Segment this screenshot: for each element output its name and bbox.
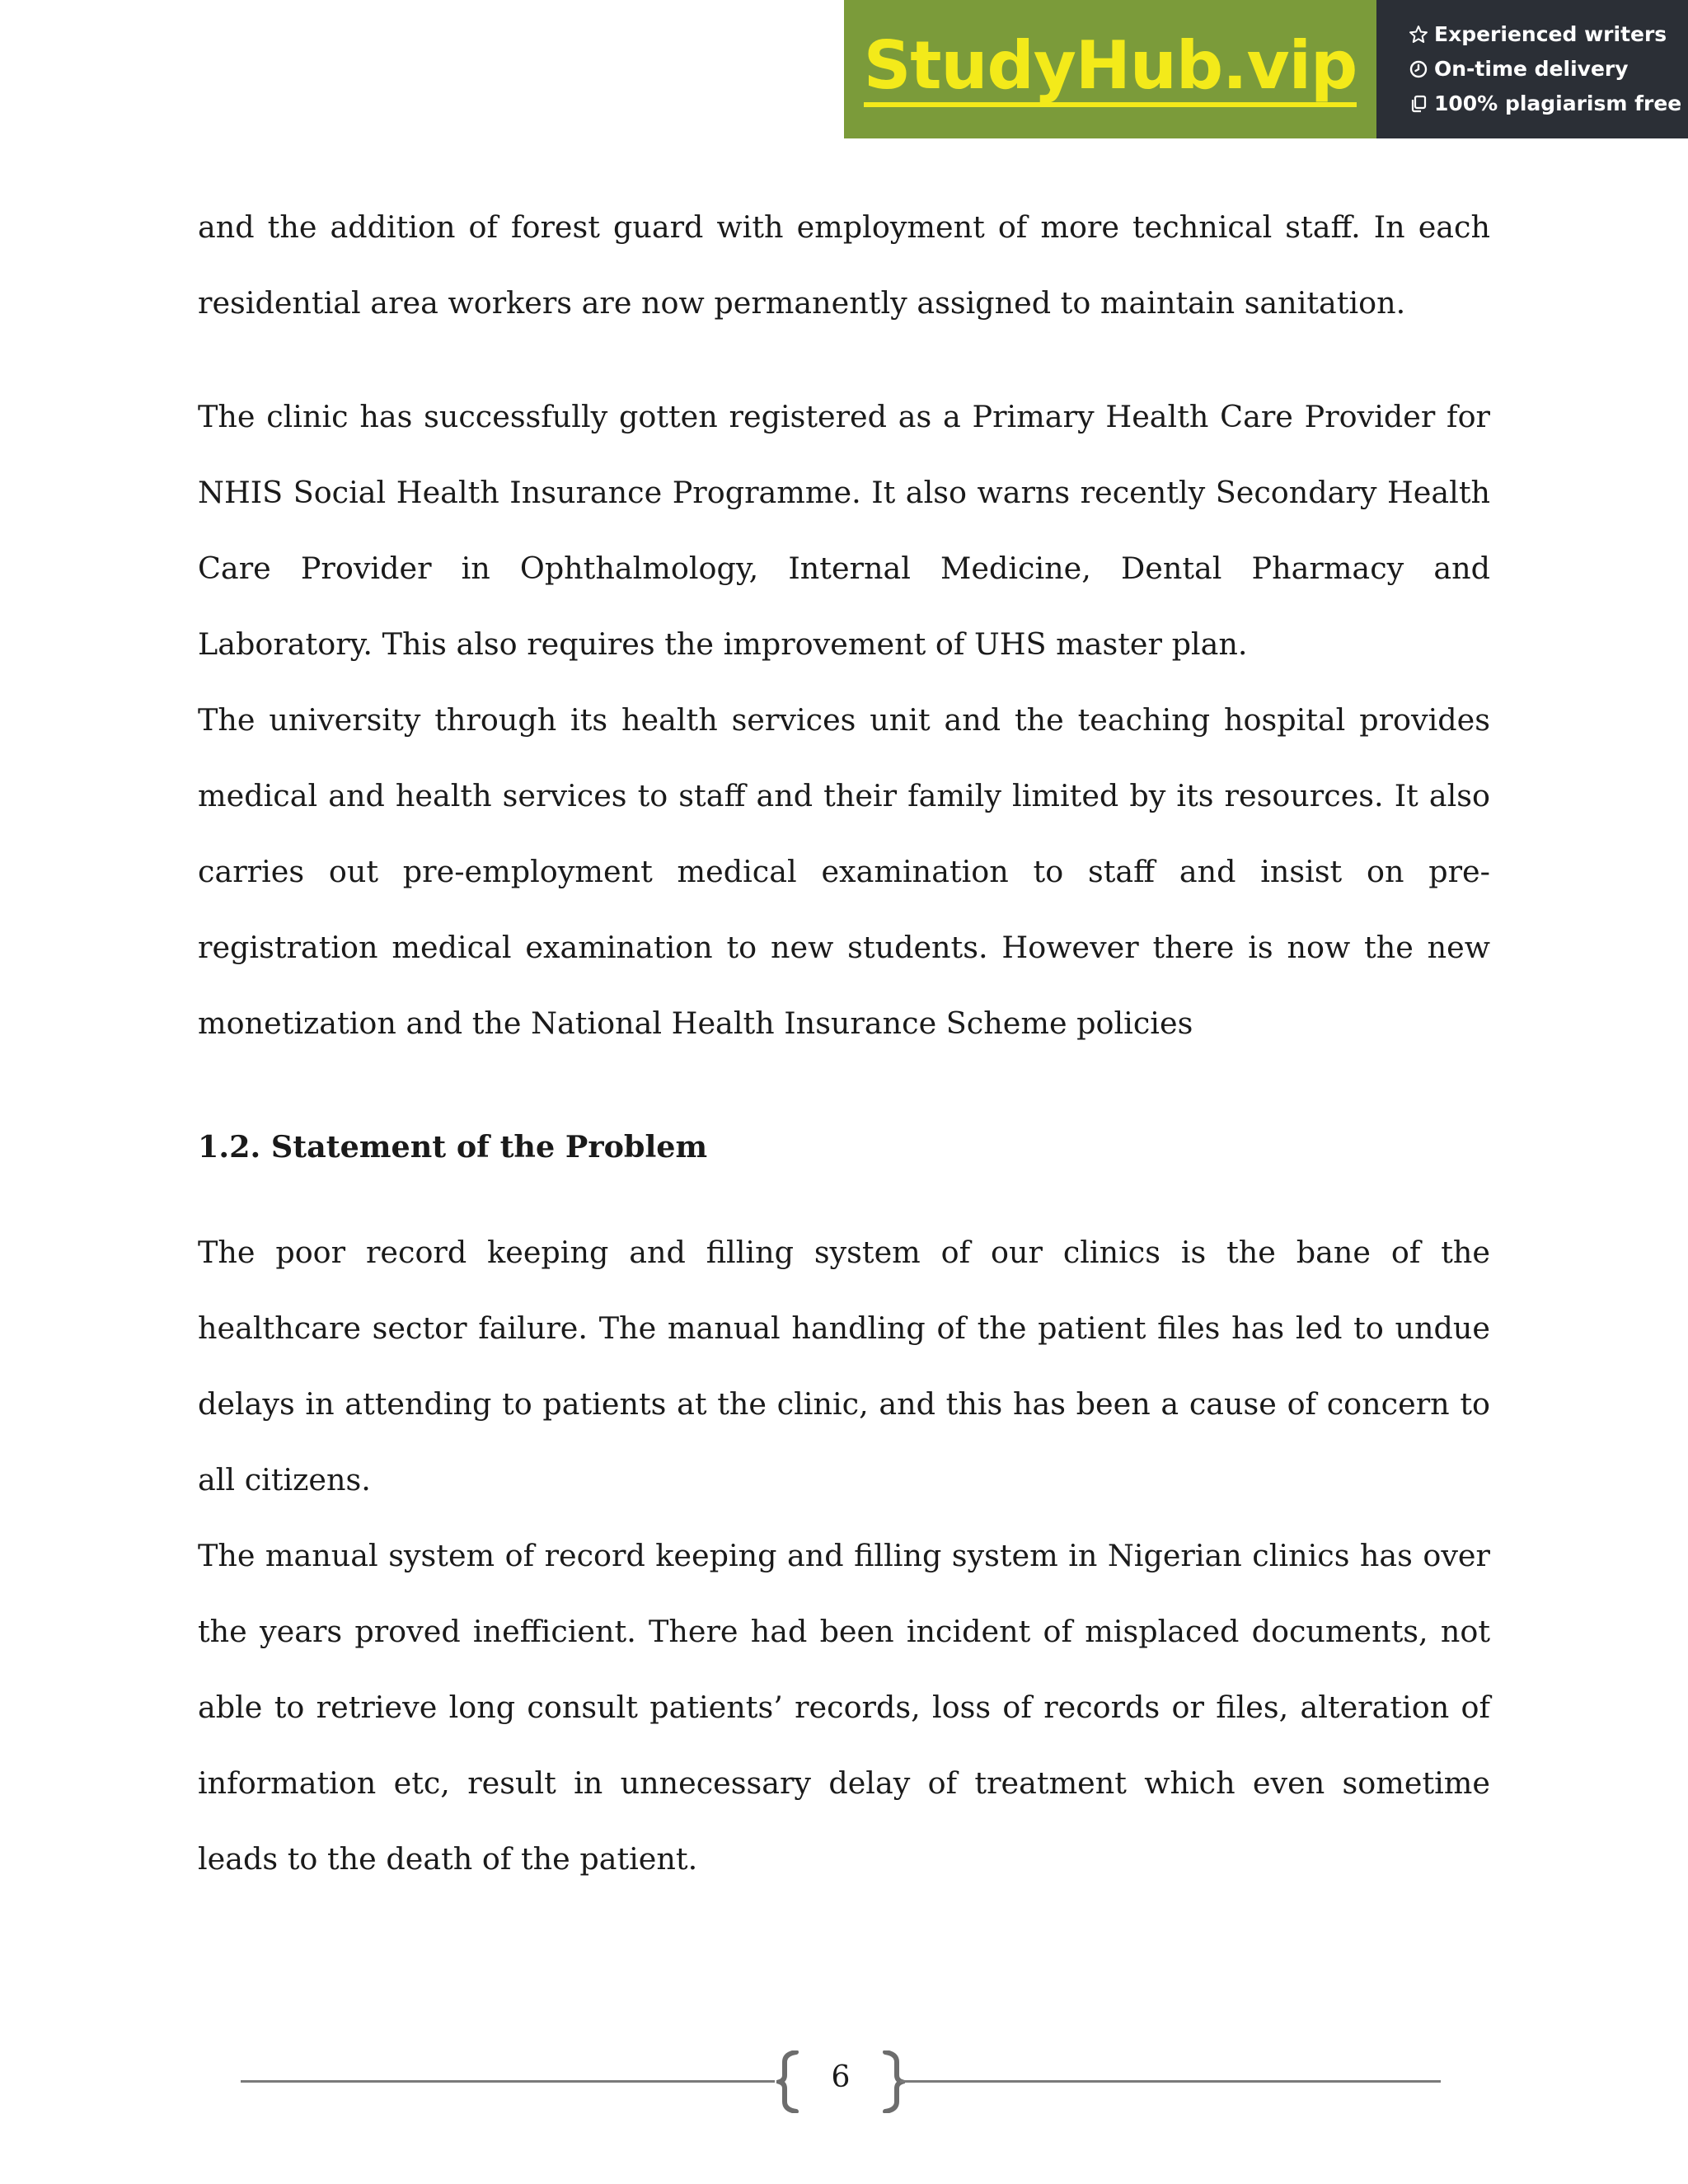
copy-icon bbox=[1408, 93, 1429, 115]
paragraph: The university through its health services unit and the teaching hospital provides medical and health services to staff and their family limited by its resources. It also carries out pre-employment medical examination to staff and insist on pre-registration medical examination to new students. However there is now the new monetization and the National Health Insurance Scheme policies bbox=[198, 702, 1490, 1041]
document-body bbox=[198, 190, 1490, 1897]
paragraph: and the addition of forest guard with employment of more technical staff. In each residential area workers are now permanently assigned to maintain sanitation. bbox=[198, 209, 1490, 321]
clock-icon bbox=[1408, 59, 1429, 80]
star-outline-icon bbox=[1408, 24, 1429, 45]
left-bracket-icon bbox=[776, 2050, 801, 2113]
page-number: 6 bbox=[831, 2060, 851, 2094]
section-heading: 1.2. Statement of the Problem bbox=[198, 1129, 708, 1165]
page-footer bbox=[241, 2050, 1441, 2125]
brand-logo[interactable]: StudyHub.vip bbox=[864, 31, 1357, 107]
footer-rule bbox=[900, 2080, 1441, 2083]
feature-label: Experienced writers bbox=[1434, 22, 1667, 46]
paragraph: The clinic has successfully gotten registered as a Primary Health Care Provider for NHIS Social Health Insurance Programme. It also warns recently Secondary Health Care Provider in Ophthalmology, Internal Medicine, Dental Pharmacy and Laboratory. This also requires the improvement of UHS master plan. bbox=[198, 399, 1490, 662]
promo-banner[interactable] bbox=[844, 0, 1688, 138]
feature-item bbox=[1408, 21, 1688, 49]
paragraph: The manual system of record keeping and filling system in Nigerian clinics has over the years proved inefficient. There had been incident of misplaced documents, not able to retrieve long consult patients’ records, loss of records or files, alteration of information etc, result in unnecessary delay of treatment which even sometime leads to the death of the patient. bbox=[198, 1538, 1490, 1877]
brand-panel[interactable] bbox=[844, 0, 1376, 138]
footer-rule bbox=[241, 2080, 775, 2083]
feature-list bbox=[1376, 0, 1688, 138]
paragraph: The poor record keeping and filling system of our clinics is the bane of the healthcare sector failure. The manual handling of the patient files has led to undue delays in attending to patients at the clinic, and this has been a cause of concern to all citizens. bbox=[198, 1235, 1490, 1497]
feature-label: On-time delivery bbox=[1434, 57, 1629, 81]
feature-item bbox=[1408, 55, 1688, 83]
feature-item bbox=[1408, 90, 1688, 118]
feature-label: 100% plagiarism free bbox=[1434, 91, 1682, 115]
